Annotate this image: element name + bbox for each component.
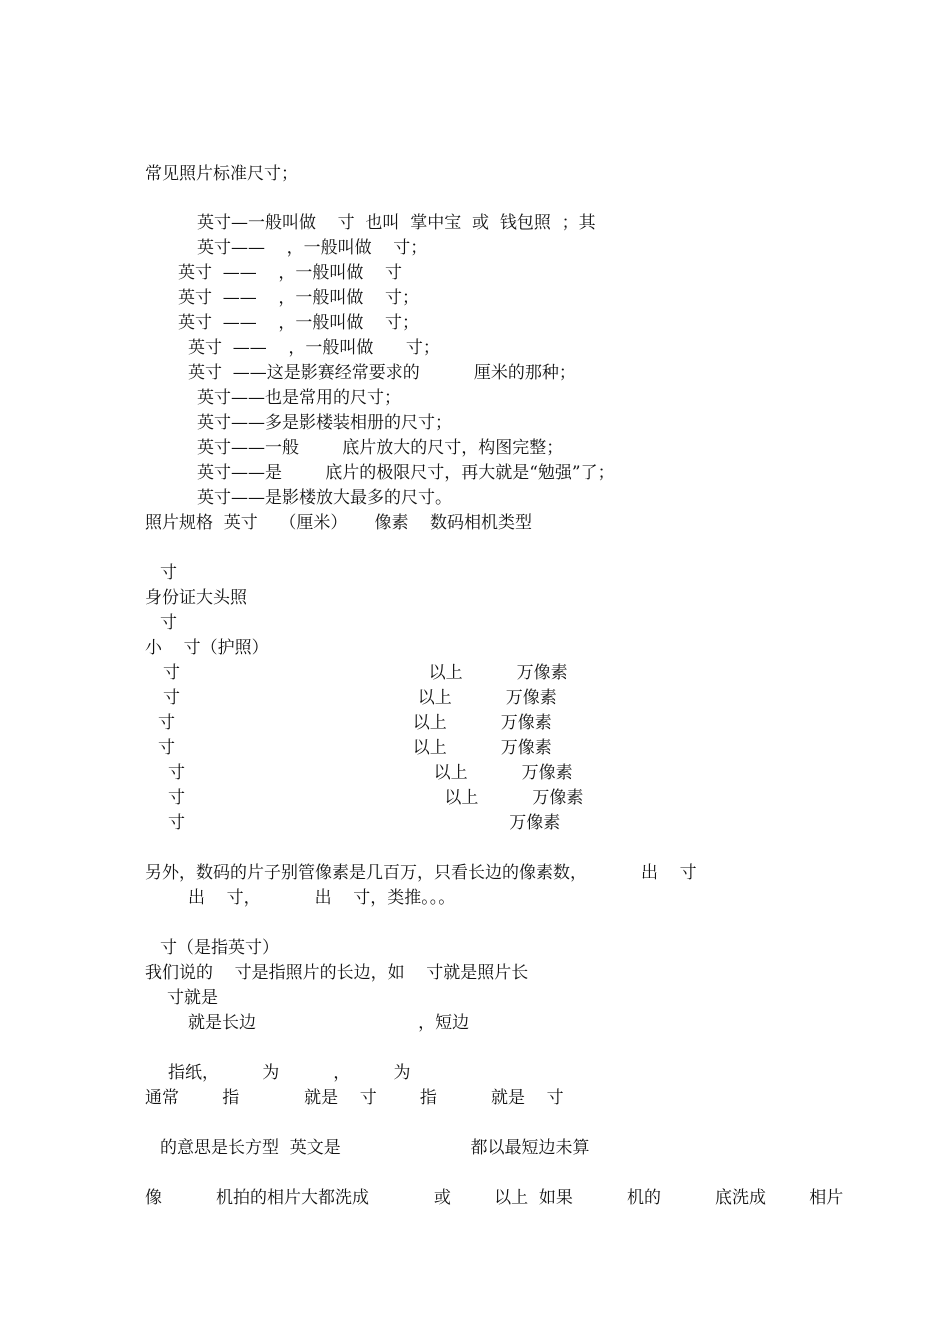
spec-table-header: 照片规格 英寸 （厘米） 像素 数码相机类型	[145, 513, 533, 533]
explain-line: 像 机拍的相片大都洗成 或 以上 如果 机的 底洗成 相片	[145, 1188, 844, 1208]
size-line: 英寸—一般叫做 寸 也叫 掌中宝 或 钱包照 ；其	[197, 213, 596, 233]
note-line: 出 寸， 出 寸，类推。。。	[188, 888, 456, 908]
size-line: 英寸—— ，一般叫做 寸；	[197, 238, 428, 258]
size-line: 英寸——是 底片的极限尺寸，再大就是“勉强”了；	[197, 463, 615, 483]
page-title: 常见照片标准尺寸；	[145, 164, 298, 184]
explain-line: 通常 指 就是 寸 指 就是 寸	[145, 1088, 564, 1108]
spec-row: 身份证大头照	[145, 588, 247, 608]
size-line: 英寸——一般 底片放大的尺寸，构图完整；	[197, 438, 564, 458]
spec-row: 寸	[160, 563, 177, 583]
explain-line: 就是长边 ，短边	[188, 1013, 470, 1033]
spec-row: 寸 以上 万像素	[163, 663, 568, 683]
size-line: 英寸——是影楼放大最多的尺寸。	[197, 488, 452, 508]
spec-row: 寸 万像素	[168, 813, 561, 833]
spec-row: 寸 以上 万像素	[158, 713, 552, 733]
spec-row: 寸 以上 万像素	[168, 788, 584, 808]
size-line: 英寸 —— ，一般叫做 寸；	[188, 338, 440, 358]
explain-line: 指纸， 为 ， 为	[168, 1063, 411, 1083]
spec-row: 寸 以上 万像素	[158, 738, 552, 758]
size-line: 英寸 —— ，一般叫做 寸；	[178, 288, 420, 308]
size-line: 英寸 —— ，一般叫做 寸	[178, 263, 403, 283]
spec-row: 小 寸（护照）	[145, 638, 269, 658]
explain-line: 的意思是长方型 英文是 都以最短边未算	[160, 1138, 590, 1158]
spec-row: 寸	[160, 613, 177, 633]
size-line: 英寸——也是常用的尺寸；	[197, 388, 401, 408]
explain-line: 寸（是指英寸）	[160, 938, 279, 958]
note-line: 另外，数码的片子别管像素是几百万，只看长边的像素数， 出 寸	[145, 863, 697, 883]
spec-row: 寸 以上 万像素	[163, 688, 557, 708]
size-line: 英寸——多是影楼装相册的尺寸；	[197, 413, 452, 433]
spec-row: 寸 以上 万像素	[168, 763, 573, 783]
explain-line: 我们说的 寸是指照片的长边，如 寸就是照片长	[145, 963, 529, 983]
size-line: 英寸 —— ，一般叫做 寸；	[178, 313, 420, 333]
size-line: 英寸 ——这是影赛经常要求的 厘米的那种；	[188, 363, 576, 383]
explain-line: 寸就是	[167, 988, 218, 1008]
